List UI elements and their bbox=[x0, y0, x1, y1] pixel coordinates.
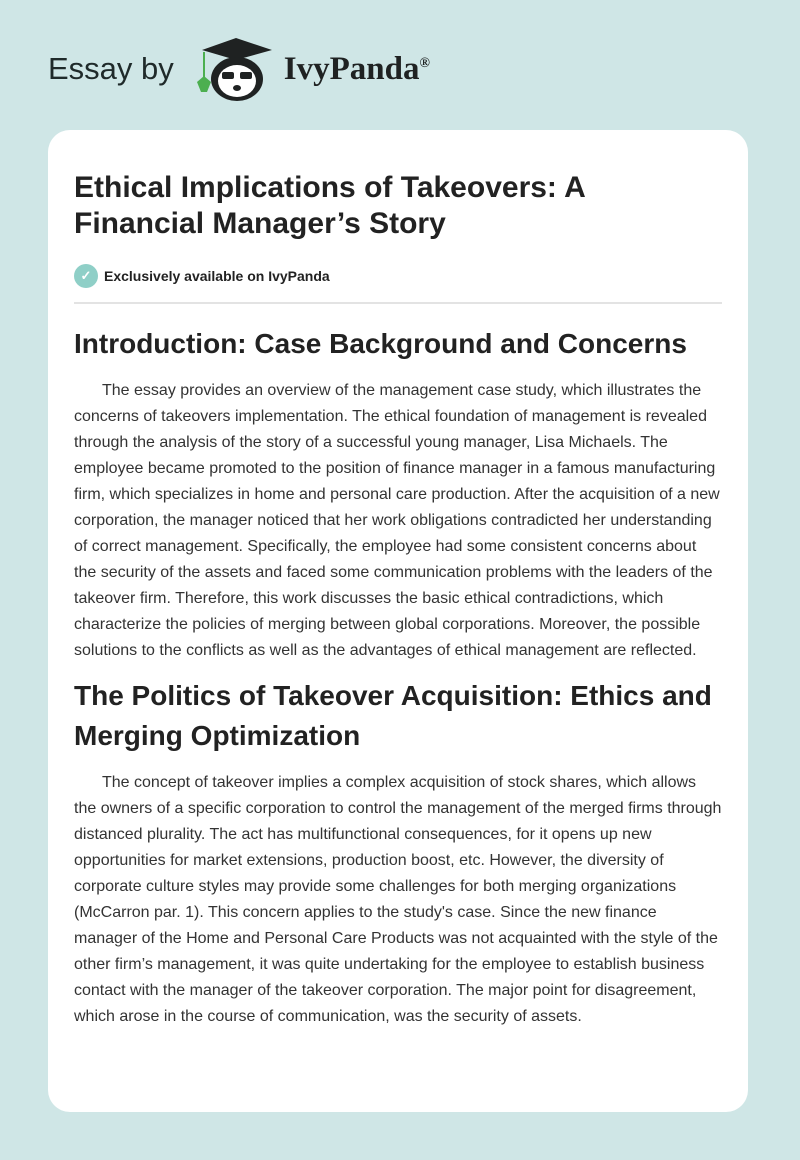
divider bbox=[74, 302, 722, 304]
section-heading: Introduction: Case Background and Concerns bbox=[74, 328, 687, 359]
essay-title: Ethical Implications of Takeovers: A Financial Manager’s Story bbox=[74, 171, 585, 240]
registered-mark: ® bbox=[419, 55, 430, 71]
brand-name: IvyPanda bbox=[283, 50, 420, 87]
exclusive-badge bbox=[74, 264, 722, 288]
exclusive-label: Exclusively available on IvyPanda bbox=[104, 268, 330, 284]
section-paragraph: The essay provides an overview of the management case study, which illustrates the concerns of takeovers implementation. The ethical foundation of management is revealed through the analysis of the story of a successful young manager, Lisa Michaels. The employee became promoted to the position of finance manager in a famous manufacturing firm, which specializes in home and personal care production. After the acquisition of a new corporation, the manager noticed that her work obligations contradicted her understanding of correct management. Specifically, the employee had some consistent concerns about the security of the assets and faced some communication problems with the leaders of the takeover firm. Therefore, this work discusses the basic ethical contradictions, which characterize the policies of merging between global corporations. Moreover, the possible solutions to the conflicts as well as the advantages of ethical management are reflected. bbox=[74, 382, 720, 659]
check-icon: ✓ bbox=[74, 264, 98, 288]
section-paragraph: The concept of takeover implies a complex acquisition of stock shares, which allows the owners of a specific corporation to control the management of the merged firms through distanced plurality. The act has multifunctional consequences, for it opens up new opportunities for market extensions, production boost, etc. However, the diversity of corporate culture styles may provide some challenges for both merging organizations (McCarron par. 1). This concern applies to the study's case. Since the new finance manager of the Home and Personal Care Products was not acquainted with the style of the other firm’s management, it was quite undertaking for the employee to establish business contact with the manager of the takeover corporation. The major point for disagreement, which arose in the course of communication, was the security of assets. bbox=[74, 774, 722, 1025]
essay-by-label: Essay by bbox=[48, 51, 174, 86]
brand-header bbox=[48, 34, 430, 104]
ivypanda-logo-icon bbox=[192, 34, 276, 104]
ivypanda-wordmark bbox=[284, 51, 430, 88]
section-heading: The Politics of Takeover Acquisition: Ethics and Merging Optimization bbox=[74, 680, 712, 751]
essay-card bbox=[48, 130, 748, 1112]
